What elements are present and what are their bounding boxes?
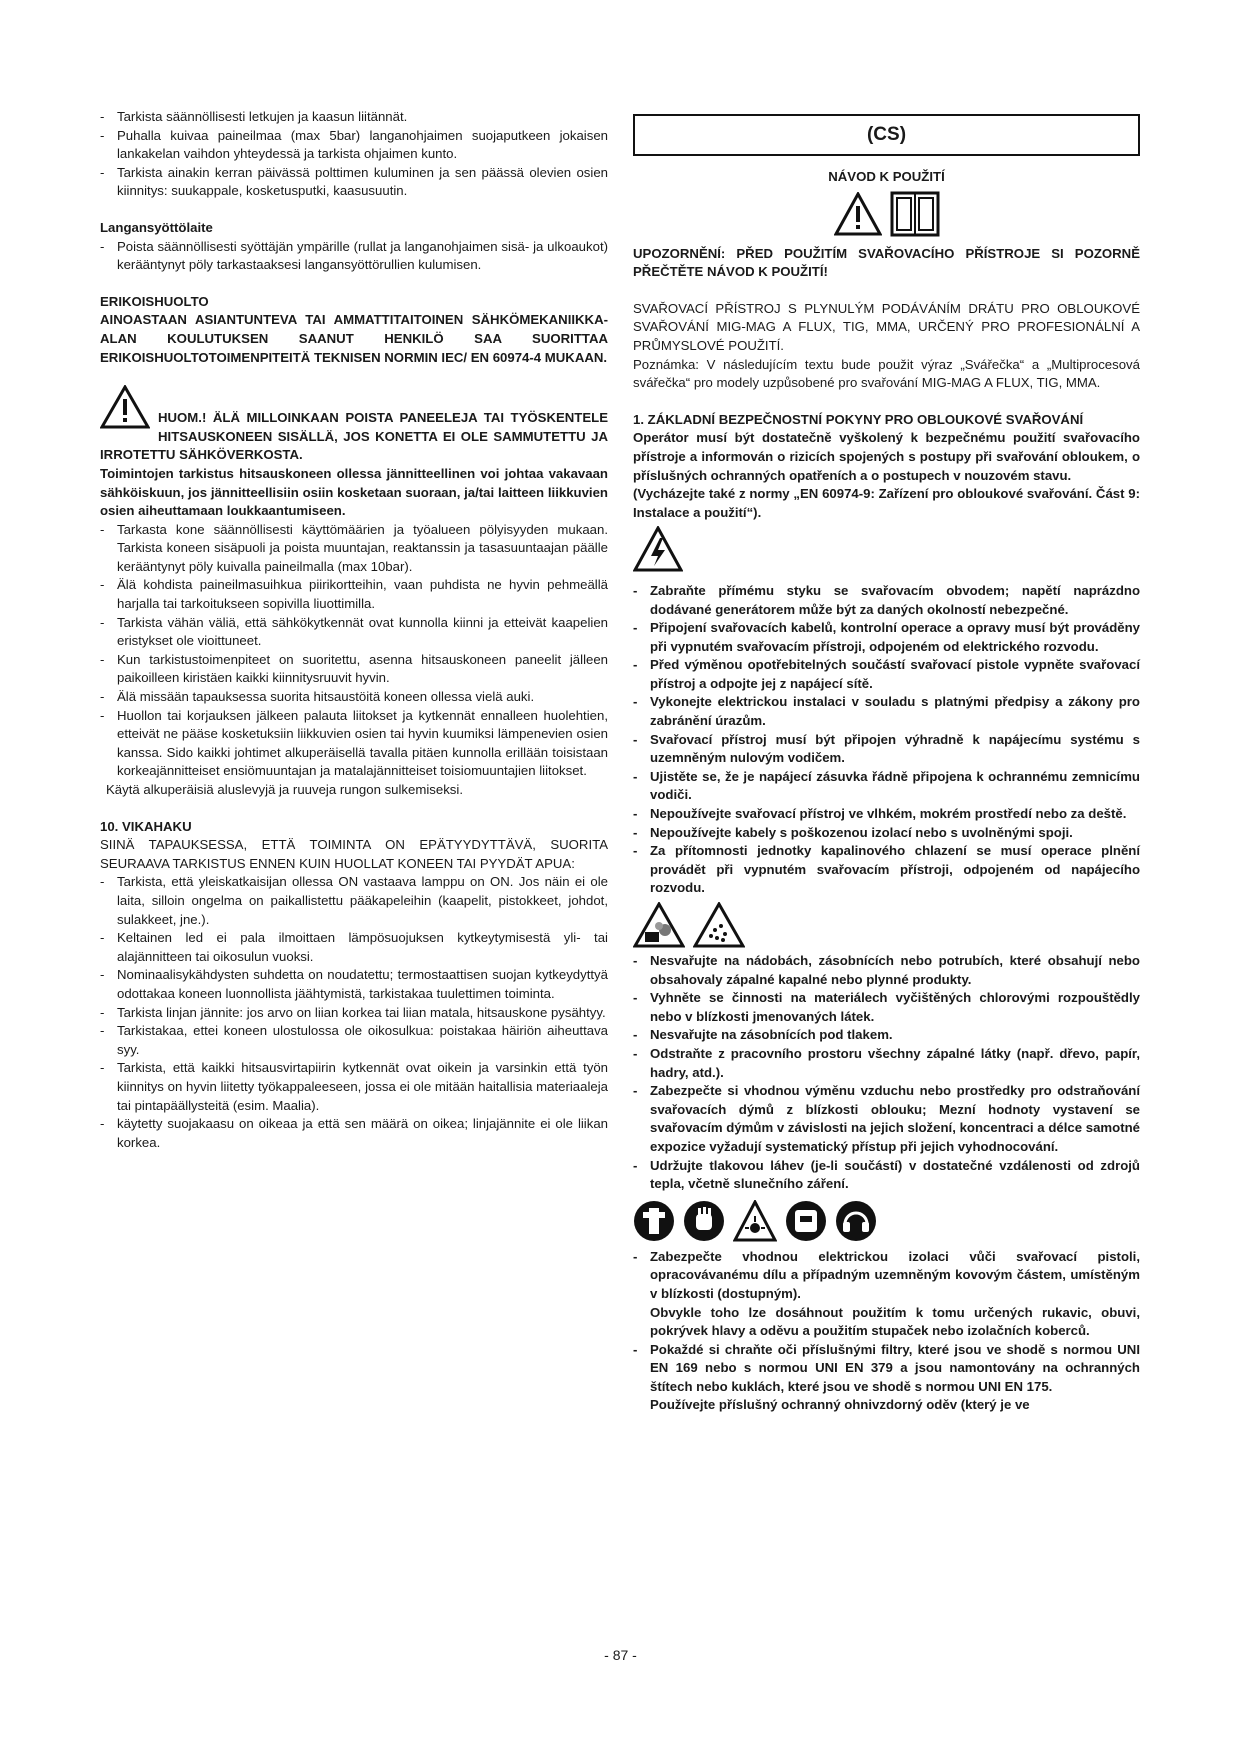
list-item: - Poista säännöllisesti syöttäjän ympärille (rullat ja langanohjaimen sisä- ja ulkoaukot) kerääntynyt pöly tarkastaaksesi langansyöttörullien kulumisen. (100, 238, 608, 275)
page-number: - 87 - (604, 1647, 637, 1663)
fault-heading: 10. VIKAHAKU (100, 818, 192, 834)
last-line: Používejte příslušný ochranný ohnivzdorný oděv (který je ve (650, 1397, 1030, 1413)
list-item: - Tarkista, että kaikki hitsausvirtapiirin kytkennät ovat oikein ja varsinkin että työn kiinnitys on hyvin liitetty työkappaleeseen, jossa ei ole mitään haitallisia materiaaleja tai pintapäällysteitä (esim. Maalia). (100, 1059, 608, 1115)
list-item: - Tarkistakaa, ettei koneen ulostulossa ole oikosulkua: poistakaa häiriön aiheuttava syy. (100, 1022, 608, 1059)
left-column (100, 108, 608, 1152)
list-item: - Zabraňte přímému styku se svařovacím obvodem; napětí naprázdno dodávané generátorem může být za daných okolností nebezpečné. (633, 582, 1140, 619)
fault-intro: SIINÄ TAPAUKSESSA, ETTÄ TOIMINTA ON EPÄTYYDYTTÄVÄ, SUORITA SEURAAVA TARKISTUS ENNEN KUIN HUOLLAT KONEEN TAI PYYDÄT APUA: (100, 837, 608, 871)
warning-triangle-icon (100, 385, 150, 429)
list-item: - Ujistěte se, že je napájecí zásuvka řádně připojena k ochrannému zemnicímu vodiči. (633, 768, 1140, 805)
list-item: - Tarkista, että yleiskatkaisijan ollessa ON vastaava lamppu on ON. Jos näin ei ole laita, silloin ongelma on paikallistettu pääkapeleihin (kaapelit, pistokkeet, johdot, sulakkeet, jne.). (100, 873, 608, 929)
safety-heading: 1. ZÁKLADNÍ BEZPEČNOSTNÍ POKYNY PRO OBLOUKOVÉ SVAŘOVÁNÍ (633, 411, 1084, 427)
ear-protection-icon (835, 1200, 877, 1242)
manual-book-icon (890, 191, 940, 237)
list-item: - Nepoužívejte svařovací přístroj ve vlhkém, mokrém prostředí nebo za deště. (633, 805, 1140, 824)
welding-helmet-icon (785, 1200, 827, 1242)
list-item: - Huollon tai korjauksen jälkeen palauta liitokset ja kytkennät ennalleen huolehtien, etteivät ne pääse kosketuksiin liikkuvien osien tai hyvin kuumiksi lämpenevien osien kanssa. Sido kaikki johtimet alkuperäisellä tavalla pitäen kunnolla erillään toisistaan korkeajännitteiset ensiömuuntajan ja matalajännitteiset toisiomuuntajien liitokset. (100, 707, 608, 781)
list-item: - Svařovací přístroj musí být připojen výhradně k napájecímu systému s uzemněným nulovým vodičem. (633, 731, 1140, 768)
explosion-hazard-icon (633, 902, 685, 948)
read-warning: UPOZORNĚNÍ: PŘED POUŽITÍM SVAŘOVACÍHO PŘÍSTROJE SI POZORNĚ PŘEČTĚTE NÁVOD K POUŽITÍ! (633, 245, 1140, 280)
list-item: - Za přítomnosti jednotky kapalinového chlazení se musí operace plnění provádět při vypnutém svařovacím přístroji, odpojeném od napájecího rozvodu. (633, 842, 1140, 898)
fire-list (633, 952, 1140, 1194)
right-column (633, 108, 1140, 1415)
manual-icons (633, 191, 1140, 237)
eye-list (633, 1341, 1140, 1397)
list-item: - Keltainen led ei pala ilmoittaen lämpösuojuksen kytkeytymisestä yli- tai alajännitteen tai oikosulun vuoksi. (100, 929, 608, 966)
huom-text-2: Toimintojen tarkistus hitsauskoneen ollessa jännitteellinen voi johtaa vakavaan sähköiskuun, jos jännitteellisiin osiin kosketaan suoraan, ja/tai laitteen liikkuvien osien aiheuttamaan loukkaantumiseen. (100, 465, 608, 519)
safety-text: Operátor musí být dostatečně vyškolený k bezpečnému použití svařovacího přístroje a informován o rizicích spojených s postupy při svařování obloukem, o příslušných ochranných opatřeních a o postupech v nouzovém stavu. (633, 430, 1140, 483)
note: Poznámka: V následujícím textu bude použit výraz „Svářečka“ a „Multiprocesová svářečka“ pro modely uzpůsobené pro svařování MIG-MAG A FLUX, TIG, MMA. (633, 356, 1140, 391)
electrical-list (633, 582, 1140, 898)
ppe-icons (633, 1200, 1140, 1242)
ppe-list (633, 1248, 1140, 1304)
wirefeeder-list (100, 238, 608, 275)
warning-triangle-icon (834, 192, 882, 236)
fault-list (100, 873, 608, 1152)
fumes-hazard-icon (693, 902, 745, 948)
list-item: - Připojení svařovacích kabelů, kontrolní operace a opravy musí být prováděny při vypnutém svařovacím přístroji, odpojeném od elektrického rozvodu. (633, 619, 1140, 656)
protective-clothing-icon (633, 1200, 675, 1242)
list-item: - Nepoužívejte kabely s poškozenou izolací nebo s uvolněnými spoji. (633, 824, 1140, 843)
list-item: - Zabezpečte vhodnou elektrickou izolaci vůči svařovací pistoli, opracovávanému dílu a případným uzemněným kovovým částem, umístěným v blízkosti (dostupným). (633, 1248, 1140, 1304)
huom-block (100, 385, 608, 465)
list-item: - Tarkista ainakin kerran päivässä polttimen kuluminen ja sen päässä olevien osien kiinnitys: suukappale, kosketusputki, kaasusuutin. (100, 164, 608, 201)
list-item: - Älä missään tapauksessa suorita hitsaustöitä koneen ollessa vielä auki. (100, 688, 608, 707)
list-item: - Tarkista vähän väliä, että sähkökytkennät ovat kunnolla kiinni ja etteivät kaapelien eristykset ole vioittuneet. (100, 614, 608, 651)
special-heading: ERIKOISHUOLTO (100, 293, 209, 309)
list-item: - Zabezpečte si vhodnou výměnu vzduchu nebo prostředky pro odstraňování svařovacích dýmů z blízkosti oblouku; Mezní hodnoty vystavení se svařovacím dýmům v závislosti na jejich složení, koncentraci a délce samotné expozice vyžadují systematický přístup při jejich vyhodnocování. (633, 1082, 1140, 1156)
list-item: - Tarkasta kone säännöllisesti käyttömäärien ja työalueen pölyisyyden mukaan. Tarkista koneen sisäpuoli ja poista muuntajan, reaktanssin ja tasasuuntaajan päälle kerääntynyt pöly kuivalla paineilmalla (max 10bar). (100, 521, 608, 577)
list-item: - Před výměnou opotřebitelných součástí svařovací pistole vypněte svařovací přístroj a odpojte jej z napájecí sítě. (633, 656, 1140, 693)
arc-hazard-icon (733, 1200, 777, 1242)
list-item: - Nesvařujte na nádobách, zásobnících nebo potrubích, které obsahují nebo obsahovaly zápalné kapalné nebo plynné produkty. (633, 952, 1140, 989)
ppe-subtext: Obvykle toho lze dosáhnout použitím k tomu určených rukavic, obuvi, pokrývek hlavy a oděvu a použitím stupaček nebo izolačních koberců. (650, 1304, 1140, 1339)
list-item: - Vykonejte elektrickou instalaci v souladu s platnými předpisy a zákony pro zabránění úrazům. (633, 693, 1140, 730)
wirefeeder-heading: Langansyöttölaite (100, 219, 213, 235)
list-item: - Puhalla kuivaa paineilmaa (max 5bar) langanohjaimen suojaputkeen jokaisen lankakelan vaihdon yhteydessä ja tarkista ohjaimen kunto. (100, 127, 608, 164)
list-item: - Tarkista säännöllisesti letkujen ja kaasun liitännät. (100, 108, 608, 127)
intro-list (100, 108, 608, 201)
gloves-icon (683, 1200, 725, 1242)
list-item: - Odstraňte z pracovního prostoru všechny zápalné látky (např. dřevo, papír, hadry, atd.). (633, 1045, 1140, 1082)
device-description: SVAŘOVACÍ PŘÍSTROJ S PLYNULÝM PODÁVÁNÍM DRÁTU PRO OBLOUKOVÉ SVAŘOVÁNÍ MIG-MAG A FLUX, TIG, MMA, URČENÝ PRO PROFESIONÁLNÍ A PRŮMYSLOVÉ POUŽITÍ. (633, 300, 1140, 353)
list-item: - Udržujte tlakovou láhev (je-li součástí) v dostatečné vzdálenosti od zdrojů tepla, včetně slunečního záření. (633, 1157, 1140, 1194)
list-item: - Kun tarkistustoimenpiteet on suoritettu, asenna hitsauskoneen paneelit jälleen paikoilleen kiristäen kaikki kiinnitysruuvit hyvin. (100, 651, 608, 688)
list-item: - Tarkista linjan jännite: jos arvo on liian korkea tai liian matala, hitsauskone pysähtyy. (100, 1004, 608, 1023)
list-item: - käytetty suojakaasu on oikeaa ja että sen määrä on oikea; linjajännite ei ole liikan korkea. (100, 1115, 608, 1152)
manual-title: NÁVOD K POUŽITÍ (828, 169, 945, 184)
maintenance-tail: Käytä alkuperäisiä aluslevyjä ja ruuveja rungon sulkemiseksi. (106, 782, 463, 797)
list-item: - Älä kohdista paineilmasuihkua piirikortteihin, vaan puhdista ne hyvin pehmeällä harjalla tai tarkoitukseen sopivilla liuottimilla. (100, 576, 608, 613)
list-item: - Nominaalisykähdysten suhdetta on noudatettu; termostaattisen suojan kytkeydyttyä odottakaa koneen luonnollista jäähtymistä, tarkistakaa tuulettimen toiminta. (100, 966, 608, 1003)
list-item: - Vyhněte se činnosti na materiálech vyčištěných chlorovými rozpouštědly nebo v blízkosti jmenovaných látek. (633, 989, 1140, 1026)
electric-shock-icon (633, 526, 683, 572)
list-item: - Nesvařujte na zásobnících pod tlakem. (633, 1026, 1140, 1045)
language-box: (CS) (633, 114, 1140, 156)
special-text: AINOASTAAN ASIANTUNTEVA TAI AMMATTITAITOINEN SÄHKÖMEKANIIKKA-ALAN KOULUTUKSEN SAANUT HENKILÖ SAA SUORITTAA ERIKOISHUOLTOTOIMENPITEITÄ TEKNISEN NORMIN IEC/ EN 60974-4 MUKAAN. (100, 312, 608, 365)
list-item: - Pokaždé si chraňte oči příslušnými filtry, které jsou ve shodě s normou UNI EN 169 nebo s normou UNI EN 379 a jsou namontovány na ochranných štítech nebo kuklách, které jsou ve shodě s normou UNI EN 175. (633, 1341, 1140, 1397)
maintenance-list (100, 521, 608, 781)
huom-text: HUOM.! ÄLÄ MILLOINKAAN POISTA PANEELEJA TAI TYÖSKENTELE HITSAUSKONEEN SISÄLLÄ, JOS KONETTA EI OLE SAMMUTETTU JA IRROTETTU SÄHKÖVERKOSTA. (100, 410, 608, 463)
safety-reference: (Vycházejte také z normy „EN 60974-9: Zařízení pro obloukové svařování. Část 9: Instalace a použití“). (633, 486, 1140, 520)
fire-icons (633, 902, 1140, 948)
